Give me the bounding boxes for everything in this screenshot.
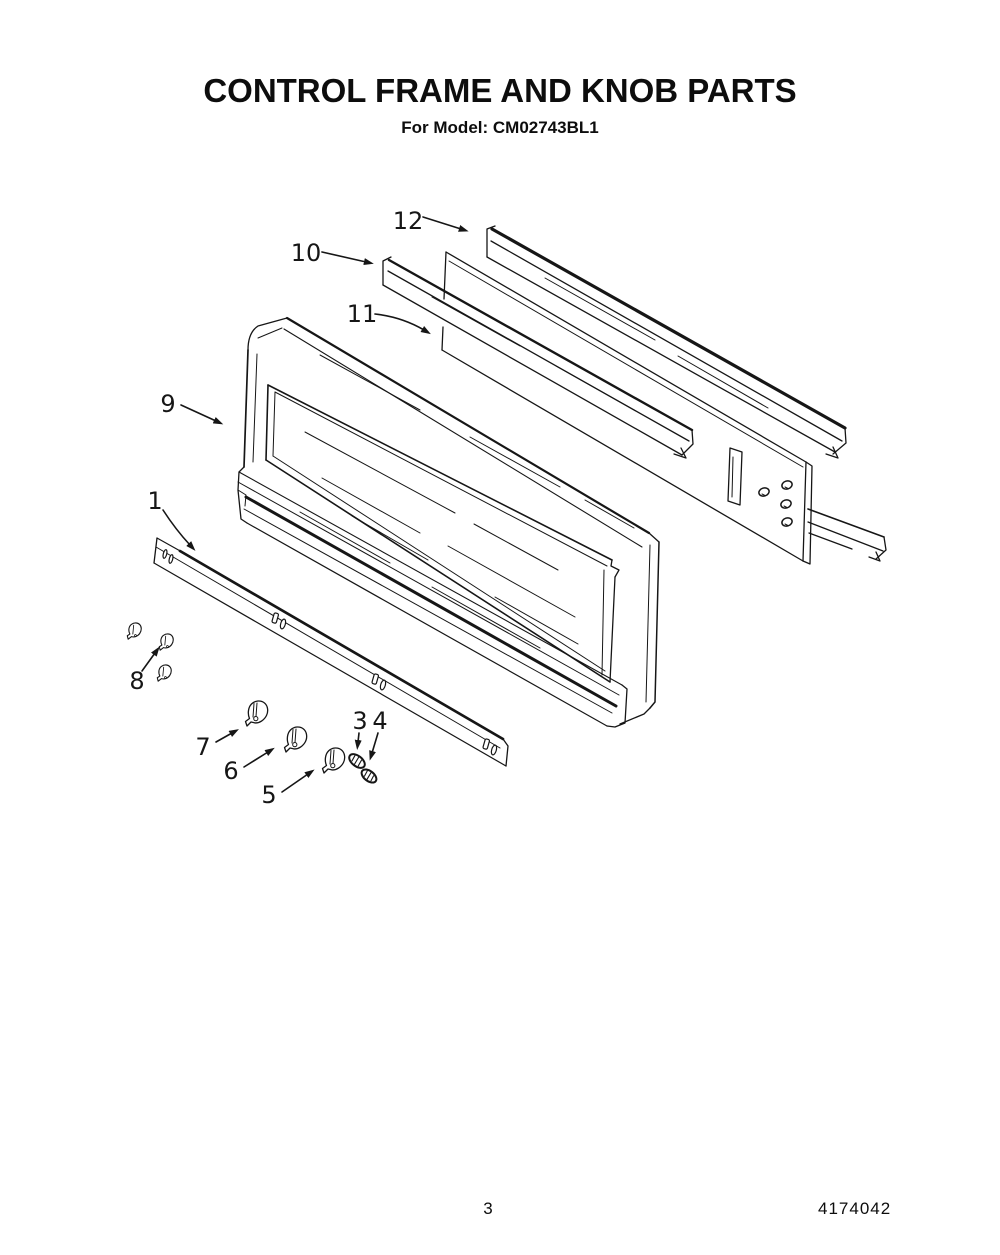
part-9-control-frame bbox=[238, 318, 659, 727]
part-5-knob bbox=[323, 748, 345, 773]
page-number: 3 bbox=[483, 1199, 493, 1218]
part-7-knob bbox=[246, 701, 268, 726]
part-1-trim-strip bbox=[154, 538, 508, 766]
leader-arrows bbox=[142, 217, 461, 792]
model-subtitle: For Model: CM02743BL1 bbox=[401, 117, 599, 137]
callout-9: 9 bbox=[160, 390, 176, 418]
part-6-knob bbox=[285, 727, 307, 752]
leader-1 bbox=[163, 510, 190, 545]
part-12-trim-strip bbox=[487, 226, 846, 458]
callout-10: 10 bbox=[290, 239, 322, 267]
leader-10 bbox=[322, 252, 366, 262]
callout-4: 4 bbox=[372, 707, 388, 735]
part-11-backing-panel bbox=[442, 252, 886, 564]
part-3-fastener bbox=[347, 751, 368, 770]
leader-7 bbox=[216, 733, 232, 742]
rear-rail-end bbox=[808, 509, 886, 561]
callout-3: 3 bbox=[352, 707, 368, 735]
callout-6: 6 bbox=[223, 757, 239, 785]
panel-screw-holes bbox=[758, 480, 793, 528]
callout-5: 5 bbox=[261, 781, 277, 809]
document-number: 4174042 bbox=[818, 1199, 892, 1218]
leader-9 bbox=[181, 405, 216, 421]
part-10-trim-strip bbox=[383, 257, 693, 458]
molding-reflections bbox=[300, 512, 540, 648]
leader-4 bbox=[372, 733, 378, 753]
page-title: CONTROL FRAME AND KNOB PARTS bbox=[203, 72, 797, 109]
leader-12 bbox=[423, 217, 461, 229]
callout-labels bbox=[129, 207, 423, 809]
leader-11 bbox=[375, 314, 424, 330]
callout-7: 7 bbox=[195, 733, 211, 761]
leader-5 bbox=[282, 774, 308, 792]
callout-8: 8 bbox=[129, 667, 145, 695]
callout-1: 1 bbox=[147, 487, 163, 515]
part-4-fastener bbox=[359, 767, 379, 785]
callout-11: 11 bbox=[346, 300, 378, 328]
callout-12: 12 bbox=[392, 207, 424, 235]
leader-6 bbox=[244, 752, 268, 767]
